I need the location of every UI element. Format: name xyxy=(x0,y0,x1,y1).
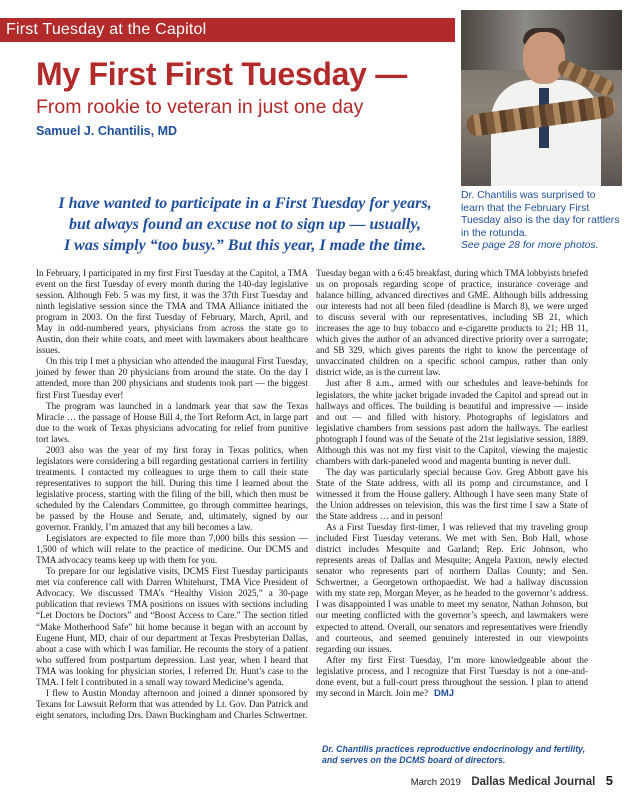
article-paragraph: The day was particularly special because Gov. Greg Abbott gave his State of the State address, with all its pomp and circumstance, and I witnessed it from the House gallery. Although I have seen many State of the Union addresses on television, this was the first time I saw a State of the State address … and in person! xyxy=(316,466,588,522)
photo-caption-reference: See page 28 for more photos. xyxy=(461,240,599,252)
article-paragraph: Legislators are expected to file more than 7,000 bills this session — 1,500 of which will relate to the practice of medicine. Our DCMS and TMA advocacy teams keep up with them for you. xyxy=(36,533,308,566)
pull-quote-line: I was simply “too busy.” But this year, I made the time. xyxy=(63,237,427,254)
article-paragraph: Just after 8 a.m., armed with our schedules and leave-behinds for legislators, the white jacket brigade invaded the Capitol and spread out in hallways and offices. The building is beautiful and impressive — inside and out — and filled with history. Photographs of legislators and legislative chambers from sessions past adorn the hallways. The earliest photograph I found was of the Senate of the 21st legislative session, 1889. Although this was not my first visit to the Capitol, viewing the majestic chambers with dark-paneled wood and magenta bunting is never dull. xyxy=(316,378,588,466)
signature: DMJ xyxy=(434,687,455,699)
article-paragraph: 2003 also was the year of my first foray in Texas politics, when legislators were considering a bill regarding gestational carriers in fertility treatments. I contacted my colleagues to urge them to call their state representatives to support the bill. During this time I learned about the legislative process, starting with the filing of the bill, which then must be scheduled by the Calendars Committee, go through committee hearings, be passed by the House and Senate, and, ultimately, signed by our governor. Frankly, I’m amazed that any bill becomes a law. xyxy=(36,444,308,533)
issue-date: March 2019 xyxy=(410,777,461,788)
article-paragraph: The program was launched in a landmark year that saw the Texas Miracle … the passage of House Bill 4, the Tort Reform Act, in large part due to the work of Texas physicians advocating for relief from punitive tort laws. xyxy=(36,400,308,444)
article-paragraph-text: After my first First Tuesday, I’m more knowledgeable about the legislative process, and I recognize that First Tuesday is not a one-and-done event, but a full-court press throughout the session. I plan to attend my second in March. Join me? xyxy=(316,654,588,698)
section-label: First Tuesday at the Capitol xyxy=(6,21,207,38)
article-byline: Samuel J. Chantilis, MD xyxy=(36,124,178,138)
article-title: My First First Tuesday — xyxy=(36,56,407,92)
page-number: 5 xyxy=(605,773,613,788)
article-paragraph-last xyxy=(316,655,588,699)
article-column-right xyxy=(316,268,588,699)
article-subtitle: From rookie to veteran in just one day xyxy=(36,96,364,118)
article-paragraph: In February, I participated in my first First Tuesday at the Capitol, a TMA event on the first Tuesday of every month during the 140-day legislative session. Although Feb. 5 was my first, it was the 37th First Tuesday and ninth legislative session since the TMA and TMA Alliance initiated the program in 2003. On the first Tuesday of February, March, April, and May in odd-numbered years, physicians from across the state go to Austin, don their white coats, and meet with lawmakers about healthcare issues. xyxy=(36,268,308,356)
journal-name: Dallas Medical Journal xyxy=(471,776,596,788)
photo-caption xyxy=(461,190,621,253)
page-footer xyxy=(411,772,613,790)
pull-quote-line: but always found an excuse not to sign up — usually, xyxy=(69,216,421,233)
article-paragraph: Tuesday began with a 6:45 breakfast, during which TMA lobbyists briefed us on proposals regarding scope of practice, insurance coverage and balance billing, advanced directives and GME. Although bills addressing our interests had not all been filed (deadline is March 8), we were urged to discuss several with our representatives, including SB 21, which increases the age to buy tobacco and e-cigarette products to 21; HB 11, which gives the author of an advanced directive priority over a surrogate; and SB 329, which gives parents the right to know the percentage of unvaccinated children on a specific school campus, rather than only district wide, as is the current law. xyxy=(316,268,588,378)
article-paragraph: I flew to Austin Monday afternoon and joined a dinner sponsored by Texans for Lawsuit Reform that was attended by Lt. Gov. Dan Patrick and eight senators, including Drs. Dawn Buckingham and Charles Schwertner. xyxy=(36,687,308,720)
article-paragraph: As a First Tuesday first-timer, I was relieved that my traveling group included First Tuesday veterans. We met with Sen. Bob Hall, whose district includes Mesquite and Garland; Rep. Eric Johnson, who represents areas of Dallas and Mesquite; Angela Paxton, newly elected senator who represents part of northern Dallas County; and Sen. Schwertner, a Georgetown orthopaedist. We had a hallway discussion with my state rep, Morgan Meyer, as he headed to the governor’s address. I was disappointed I was unable to meet my senator, Nathan Johnson, but our meeting conflicted with the governor’s speech, and lawmakers were expected to attend. Overall, our senators and representatives were friendly and courteous, and seemed genuinely interested in our viewpoints regarding our issues. xyxy=(316,522,588,654)
section-band xyxy=(0,18,455,42)
article-paragraph: To prepare for our legislative visits, DCMS First Tuesday participants met via conference call with Darren Whitehurst, TMA Vice President of Advocacy. We discussed TMA’s “Healthy Vision 2025,” a 30-page publication that reviews TMA positions on issues with sections including “Let Doctors be Doctors” and “Boost Access to Care.” The section titled “Make Motherhood Safe” hit home because it began with an account by Eugene Hunt, MD, chair of our department at Texas Presbyterian Dallas, about a case with which I was familiar. He recounts the story of a patient who suffered from postpartum depression. Last year, when I heard that TMA was looking for physician stories, I referred Dr. Hunt’s case to the TMA. I felt I contributed in a small way toward Medicine’s agenda. xyxy=(36,566,308,687)
article-column-left xyxy=(36,268,308,721)
author-photo-with-snake xyxy=(461,10,622,186)
pull-quote-line: I have wanted to participate in a First Tuesday for years, xyxy=(58,195,432,212)
photo-head xyxy=(523,32,565,84)
author-bio: Dr. Chantilis practices reproductive endocrinology and fertility, and serves on the DCMS board of directors. xyxy=(322,744,586,765)
photo-caption-text: Dr. Chantilis was surprised to learn that the February First Tuesday also is the day for rattlers in the rotunda. xyxy=(461,190,620,239)
article-paragraph: On this trip I met a physician who attended the inaugural First Tuesday, joined by fewer than 20 physicians from around the state. On the day I attended, more than 200 physicians and students took part — the biggest first First Tuesday ever! xyxy=(36,356,308,400)
pull-quote xyxy=(30,193,460,256)
